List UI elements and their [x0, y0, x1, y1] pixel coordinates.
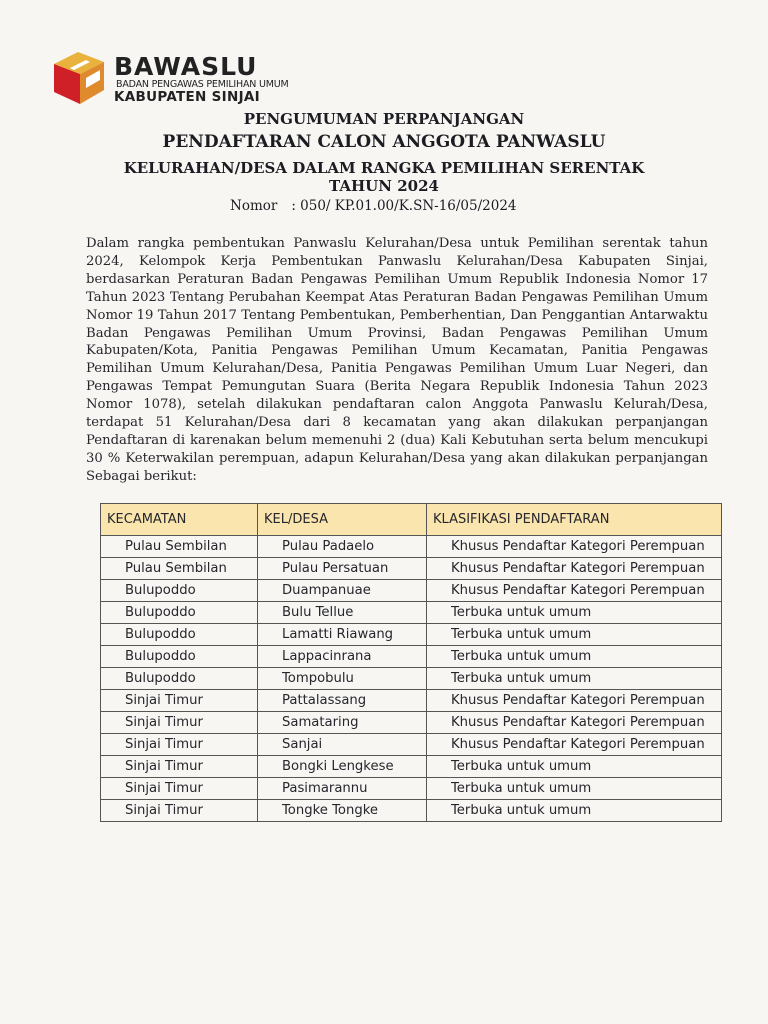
- cell-kecamatan: Sinjai Timur: [101, 690, 258, 712]
- title-line-4: TAHUN 2024: [329, 177, 439, 195]
- table-row: [101, 668, 722, 690]
- cell-kecamatan: Bulupoddo: [101, 624, 258, 646]
- table-row: [101, 712, 722, 734]
- cell-kecamatan: Bulupoddo: [101, 580, 258, 602]
- logo-region: KABUPATEN SINJAI: [114, 89, 260, 105]
- cell-klasifikasi: Terbuka untuk umum: [427, 602, 722, 624]
- cell-klasifikasi: Terbuka untuk umum: [427, 800, 722, 822]
- cell-klasifikasi: Khusus Pendaftar Kategori Perempuan: [427, 536, 722, 558]
- header-kecamatan: KECAMATAN: [101, 504, 258, 536]
- cell-kecamatan: Sinjai Timur: [101, 800, 258, 822]
- nomor-value: : 050/ KP.01.00/K.SN-16/05/2024: [291, 198, 517, 214]
- cell-kecamatan: Pulau Sembilan: [101, 558, 258, 580]
- cell-kel-desa: Bulu Tellue: [258, 602, 427, 624]
- table-row: [101, 756, 722, 778]
- table-row: [101, 536, 722, 558]
- table-row: [101, 624, 722, 646]
- title-line-1: PENGUMUMAN PERPANJANGAN: [243, 110, 525, 128]
- cell-kecamatan: Pulau Sembilan: [101, 536, 258, 558]
- cell-kel-desa: Pulau Padaelo: [258, 536, 427, 558]
- cell-kel-desa: Duampanuae: [258, 580, 427, 602]
- cell-klasifikasi: Khusus Pendaftar Kategori Perempuan: [427, 734, 722, 756]
- cell-klasifikasi: Khusus Pendaftar Kategori Perempuan: [427, 580, 722, 602]
- cell-kel-desa: Pattalassang: [258, 690, 427, 712]
- cell-klasifikasi: Terbuka untuk umum: [427, 778, 722, 800]
- title-line-2: PENDAFTARAN CALON ANGGOTA PANWASLU: [162, 132, 606, 152]
- cell-kecamatan: Sinjai Timur: [101, 712, 258, 734]
- table-row: [101, 734, 722, 756]
- cell-kel-desa: Tompobulu: [258, 668, 427, 690]
- title-line-3: KELURAHAN/DESA DALAM RANGKA PEMILIHAN SERENTAK: [123, 159, 645, 177]
- header-klasifikasi: KLASIFIKASI PENDAFTARAN: [427, 504, 722, 536]
- document-number: [230, 198, 517, 214]
- body-paragraph: Dalam rangka pembentukan Panwaslu Kelurahan/Desa untuk Pemilihan serentak tahun 2024, Kelompok Kerja Pembentukan Panwaslu Kelurahan/Desa Kabupaten Sinjai, berdasarkan Peraturan Badan Pengawas Pemilihan Umum Republik Indonesia Nomor 17 Tahun 2023 Tentang Perubahan Keempat Atas Peraturan Badan Pengawas Pemilihan Umum Nomor 19 Tahun 2017 Tentang Pembentukan, Pemberhentian, Dan Penggantian Antarwaktu Badan Pengawas Pemilihan Umum Provinsi, Badan Pengawas Pemilihan Umum Kabupaten/Kota, Panitia Pengawas Pemilihan Umum Kecamatan, Panitia Pengawas Pemilihan Umum Kelurahan/Desa, Panitia Pengawas Pemilihan Umum Luar Negeri, dan Pengawas Tempat Pemungutan Suara (Berita Negara Republik Indonesia Tahun 2023 Nomor 1078), setelah dilakukan pendaftaran calon Anggota Panwaslu Kelurah/Desa, terdapat 51 Kelurahan/Desa dari 8 kecamatan yang akan dilakukan perpanjangan Pendaftaran di karenakan belum memenuhi 2 (dua) Kali Kebutuhan serta belum mencukupi 30 % Keterwakilan perempuan, adapun Kelurahan/Desa yang akan dilakukan perpanjangan Sebagai berikut:: [86, 236, 708, 484]
- logo-name: BAWASLU: [114, 52, 258, 81]
- cell-klasifikasi: Terbuka untuk umum: [427, 756, 722, 778]
- cell-kecamatan: Sinjai Timur: [101, 734, 258, 756]
- cell-kel-desa: Lamatti Riawang: [258, 624, 427, 646]
- nomor-label: Nomor: [230, 198, 278, 214]
- cell-kel-desa: Samataring: [258, 712, 427, 734]
- cell-kecamatan: Bulupoddo: [101, 668, 258, 690]
- table-row: [101, 602, 722, 624]
- cell-kel-desa: Pulau Persatuan: [258, 558, 427, 580]
- cell-kel-desa: Pasimarannu: [258, 778, 427, 800]
- cell-klasifikasi: Khusus Pendaftar Kategori Perempuan: [427, 712, 722, 734]
- cell-kecamatan: Bulupoddo: [101, 602, 258, 624]
- cell-kecamatan: Bulupoddo: [101, 646, 258, 668]
- header-kel-desa: KEL/DESA: [258, 504, 427, 536]
- ballot-box-logo-icon: [50, 50, 108, 108]
- cell-kel-desa: Lappacinrana: [258, 646, 427, 668]
- logo-subtitle: BADAN PENGAWAS PEMILIHAN UMUM: [116, 79, 289, 90]
- cell-kel-desa: Bongki Lengkese: [258, 756, 427, 778]
- cell-klasifikasi: Khusus Pendaftar Kategori Perempuan: [427, 690, 722, 712]
- cell-klasifikasi: Terbuka untuk umum: [427, 646, 722, 668]
- table-row: [101, 690, 722, 712]
- cell-kel-desa: Tongke Tongke: [258, 800, 427, 822]
- table-row: [101, 800, 722, 822]
- cell-kecamatan: Sinjai Timur: [101, 778, 258, 800]
- bawaslu-logo: [50, 50, 290, 110]
- cell-klasifikasi: Khusus Pendaftar Kategori Perempuan: [427, 558, 722, 580]
- cell-klasifikasi: Terbuka untuk umum: [427, 624, 722, 646]
- table-row: [101, 646, 722, 668]
- village-table: [100, 503, 722, 822]
- cell-klasifikasi: Terbuka untuk umum: [427, 668, 722, 690]
- cell-kel-desa: Sanjai: [258, 734, 427, 756]
- table-header-row: [101, 504, 722, 536]
- table-row: [101, 558, 722, 580]
- cell-kecamatan: Sinjai Timur: [101, 756, 258, 778]
- table-row: [101, 580, 722, 602]
- table-row: [101, 778, 722, 800]
